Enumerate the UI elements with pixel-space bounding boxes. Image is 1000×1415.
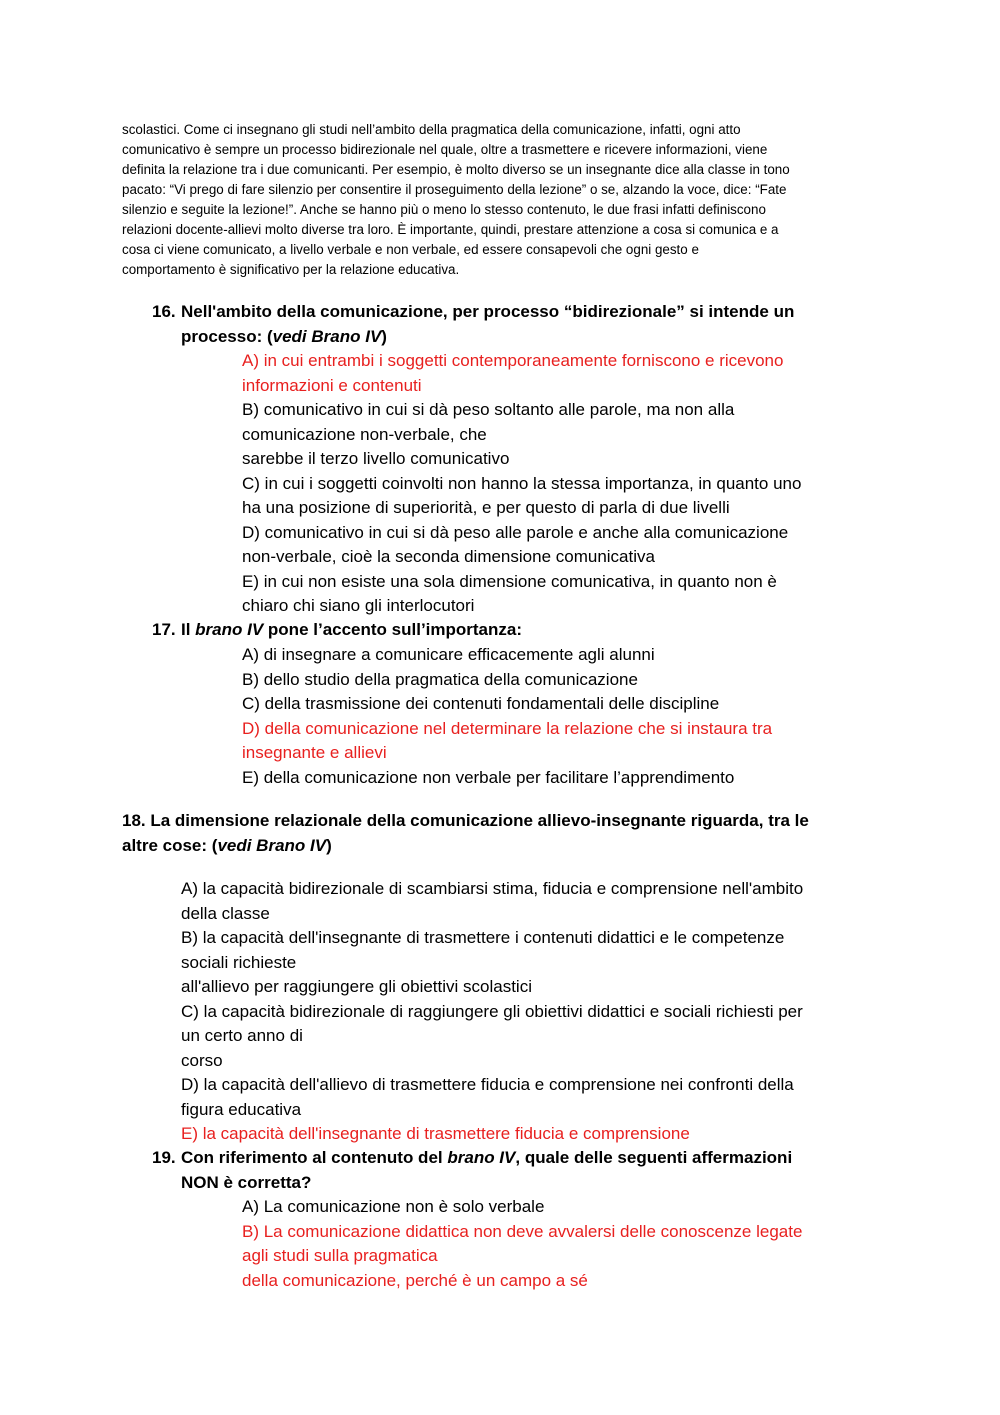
option-d[interactable]: D) della comunicazione nel determinare la relazione che si instaura tra insegnante e allievi (242, 718, 773, 762)
question-text-line: Il brano IV pone l’accento sull’importanza: (181, 620, 523, 639)
option-a[interactable]: A) in cui entrambi i soggetti contemporaneamente forniscono e ricevono informazioni e contenuti (242, 351, 784, 395)
passage-line: cosa ci viene comunicato, a livello verbale e non verbale, ed essere consapevoli che ogni gesto e (122, 242, 699, 257)
passage-line: comunicativo è sempre un processo bidirezionale nel quale, oltre a trasmettere e ricevere informazioni, viene (122, 142, 768, 157)
passage-line: silenzio e seguite la lezione!”. Anche se hanno più o meno lo stesso contenuto, le due frasi infatti definiscono (122, 202, 766, 217)
passage-line: scolastici. Come ci insegnano gli studi nell’ambito della pragmatica della comunicazione, infatti, ogni atto (122, 122, 741, 137)
question-number: 17. (152, 620, 176, 639)
passage-line: relazioni docente-allievi molto diverse tra loro. È importante, quindi, prestare attenzione a cosa si comunica e a (122, 222, 779, 237)
passage-line: pacato: “Vi prego di fare silenzio per consentire il proseguimento della lezione” o se, alzando la voce, dice: “Fate (122, 182, 787, 197)
options-19 (242, 1195, 882, 1293)
question-text-line: 18. La dimensione relazionale della comunicazione allievo-insegnante riguarda, tra le (122, 811, 809, 830)
option-b[interactable]: B) comunicativo in cui si dà peso soltanto alle parole, ma non alla comunicazione non-verbale, che sarebbe il terzo livello comunicativo (242, 400, 735, 468)
question-text-line: processo: (vedi Brano IV) (181, 326, 387, 346)
question-text-line: NON è corretta? (181, 1172, 312, 1192)
passage-text (122, 120, 882, 280)
option-e[interactable]: E) della comunicazione non verbale per facilitare l’apprendimento (242, 767, 735, 787)
option-a[interactable]: A) la capacità bidirezionale di scambiarsi stima, fiducia e comprensione nell'ambito della classe (181, 879, 804, 923)
option-a[interactable]: A) di insegnare a comunicare efficacemente agli alunni (242, 645, 655, 664)
option-c[interactable]: C) della trasmissione dei contenuti fondamentali delle discipline (242, 694, 720, 713)
option-b[interactable]: B) dello studio della pragmatica della comunicazione (242, 669, 638, 689)
option-b[interactable]: B) la capacità dell'insegnante di trasmettere i contenuti didattici e le competenze sociali richieste all'allievo per raggiungere gli obiettivi scolastici (181, 928, 785, 996)
option-e[interactable]: E) la capacità dell'insegnante di trasmettere fiducia e comprensione (181, 1124, 690, 1143)
option-d[interactable]: D) la capacità dell'allievo di trasmettere fiducia e comprensione nei confronti della figura educativa (181, 1075, 794, 1119)
options-18 (181, 877, 881, 1147)
question-text-line: Nell'ambito della comunicazione, per processo “bidirezionale” si intende un (181, 302, 795, 321)
option-c[interactable]: C) in cui i soggetti coinvolti non hanno la stessa importanza, in quanto uno ha una posizione di superiorità, e per questo di parla di due livelli (242, 473, 802, 517)
question-16 (152, 300, 872, 349)
options-17 (242, 643, 882, 790)
question-number: 19. (152, 1148, 176, 1167)
question-text-line: altre cose: (vedi Brano IV) (122, 835, 332, 855)
question-17 (152, 618, 872, 643)
question-19 (152, 1146, 872, 1195)
option-c[interactable]: C) la capacità bidirezionale di raggiungere gli obiettivi didattici e sociali richiesti per un certo anno di corso (181, 1001, 803, 1070)
passage-line: definita la relazione tra i due comunicanti. Per esempio, è molto diverso se un insegnante dice alla classe in tono (122, 162, 790, 177)
option-e[interactable]: E) in cui non esiste una sola dimensione comunicativa, in quanto non è chiaro chi siano gli interlocutori (242, 571, 777, 615)
option-a[interactable]: A) La comunicazione non è solo verbale (242, 1197, 545, 1216)
question-text-line: Con riferimento al contenuto del brano IV, quale delle seguenti affermazioni (181, 1148, 793, 1167)
option-b[interactable]: B) La comunicazione didattica non deve avvalersi delle conoscenze legate agli studi sulla pragmatica della comunicazione, perché è un campo a sé (242, 1221, 803, 1290)
question-18 (122, 809, 882, 858)
question-number: 16. (152, 302, 176, 321)
option-d[interactable]: D) comunicativo in cui si dà peso alle parole e anche alla comunicazione non-verbale, cioè la seconda dimensione comunicativa (242, 522, 789, 566)
options-16 (242, 349, 882, 619)
passage-line: comportamento è significativo per la relazione educativa. (122, 262, 460, 277)
